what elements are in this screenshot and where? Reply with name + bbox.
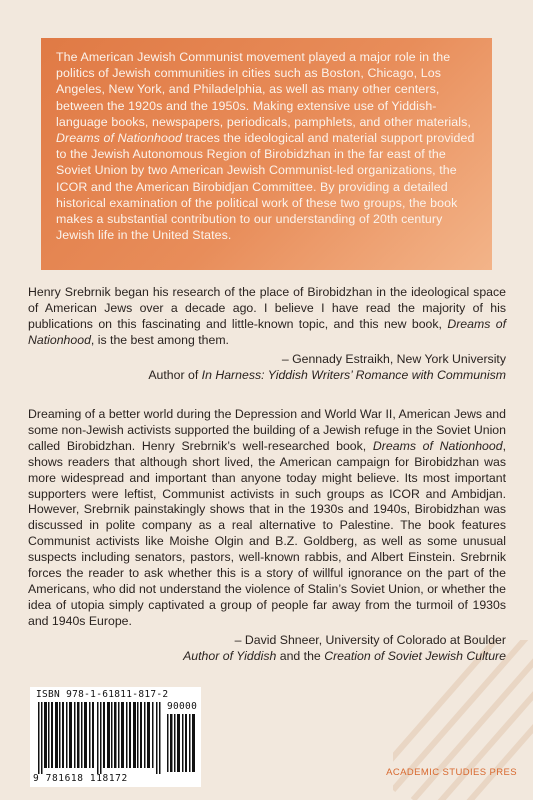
- ean-digits: 9 781618 118172: [33, 773, 128, 784]
- endorsement-text: Henry Srebrnik began his research of the place of Birobidzhan in the ideological space of American Jews over a decade ago. I believe I have read the majority of his publications on this fascinating and little-known topic, and this new book, Dreams of Nationhood, is the best among them.: [28, 285, 506, 347]
- book-title: Dreams of Nationhood: [56, 131, 182, 146]
- endorsement-shneer: [28, 407, 506, 664]
- addon-barcode-bars: [167, 714, 197, 772]
- endorsement-estraikh: [28, 285, 506, 383]
- description-box: [41, 38, 492, 270]
- endorsement-author: – David Shneer, University of Colorado at Boulder: [234, 632, 506, 647]
- endorsement-text: Dreaming of a better world during the Depression and World War II, American Jews and some non-Jewish activists supported the building of a Jewish refuge in the Soviet Union called Birobidzhan. Henry Srebrnik’s well-researched book, Dreams of Nationhood, shows readers that although short lived, the American campaign for Birobidzhan was more widespread and important than anyone today might believe. Its most important supporters were leftist, Communist activists in such groups as ICOR and Ambidjan. However, Srebrnik painstakingly shows that in the 1930s and 1940s, Birobidzhan was discussed in polite company as a real alternative to Palestine. The book features Communist activists like Moishe Olgin and B.Z. Goldberg, as well as some unusual suspects including senators, pastors, well-known rabbis, and Albert Einstein. Srebrnik forces the reader to ask whether this is a story of willful ignorance on the part of the Americans, who did not understand the violence of Stalin’s Soviet Union, or whether the idea of utopia simply captivated a group of people far away from the turmoil of 1930s and 1940s Europe.: [28, 407, 506, 628]
- endorsement-author-work: Author of Yiddish and the Creation of Soviet Jewish Culture: [183, 648, 506, 663]
- price-addon-digits: 90000: [167, 701, 198, 712]
- barcode-bars: [38, 702, 162, 774]
- endorsement-author-work: Author of In Harness: Yiddish Writers’ Romance with Communism: [148, 367, 506, 382]
- isbn-label: ISBN 978-1-61811-817-2: [36, 689, 169, 700]
- publisher-name: ACADEMIC STUDIES PRES: [386, 767, 517, 778]
- description-text: The American Jewish Communist movement played a major role in the politics of Jewish communities in cities such as Boston, Chicago, Los Angeles, New York, and Philadelphia, as well as many other centers, between the 1920s and the 1950s. Making extensive use of Yiddish-language books, newspapers, periodicals, pamphlets, and other materials, Dreams of Nationhood traces the ideological and material support provided to the Jewish Autonomous Region of Birobidzhan in the far east of the Soviet Union by two American Jewish Communist-led organizations, the ICOR and the American Birobidjan Committee. By providing a detailed historical examination of the political work of these two groups, the book makes a substantial contribution to our understanding of 20th century Jewish life in the United States.: [56, 50, 475, 243]
- endorsement-author: – Gennady Estraikh, New York University: [281, 351, 506, 366]
- barcode: [30, 687, 201, 787]
